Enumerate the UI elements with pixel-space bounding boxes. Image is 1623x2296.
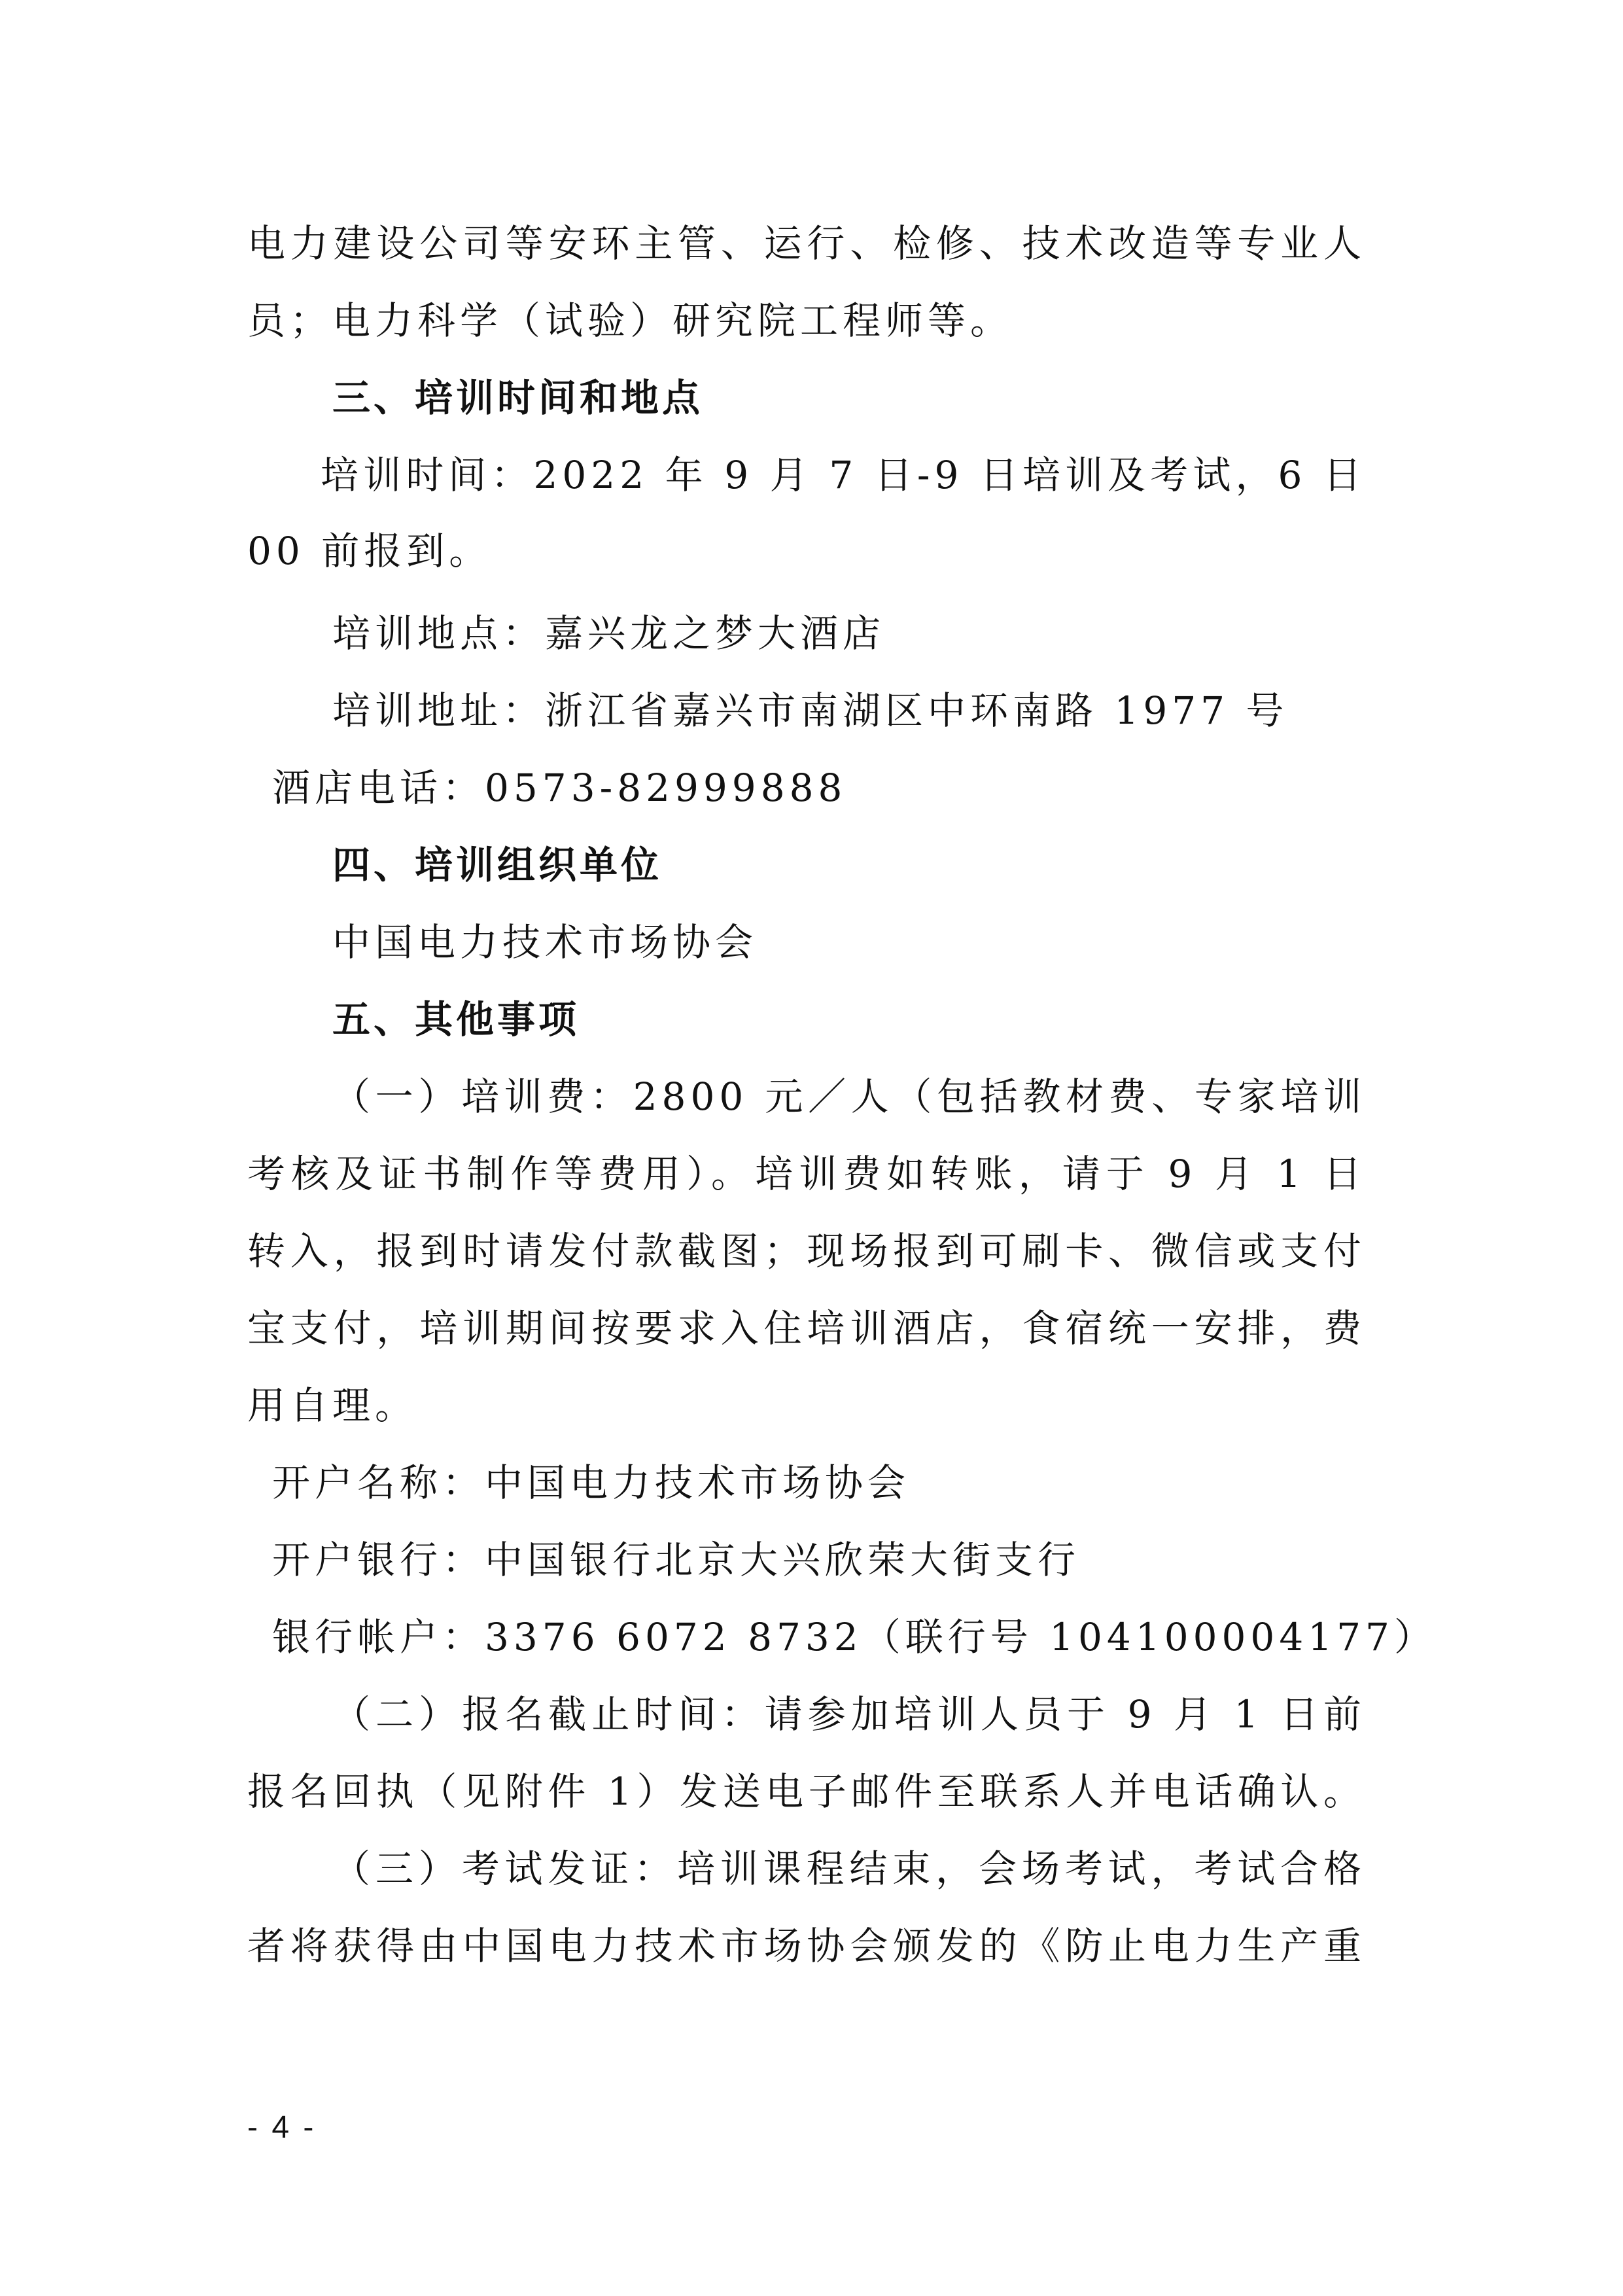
body-text-line: 酒店电话：0573-82999888	[272, 766, 847, 810]
page-number: - 4 -	[247, 2110, 317, 2145]
body-text-line: 用自理。	[247, 1383, 418, 1428]
body-text-line: （三）考试发证：培训课程结束，会场考试，考试合格	[332, 1846, 1366, 1891]
body-text-line: 培训时间：2022 年 9 月 7 日-9 日培训及考试，6 日	[321, 453, 1366, 497]
body-text-line: （一）培训费：2800 元／人（包括教材费、专家培训	[332, 1074, 1366, 1119]
section-heading-4: 四、培训组织单位	[332, 843, 663, 887]
body-text-line: 开户银行：中国银行北京大兴欣荣大街支行	[272, 1538, 1081, 1582]
body-text-line: 考核及证书制作等费用）。培训费如转账，请于 9 月 1 日	[247, 1152, 1366, 1196]
section-heading-5: 五、其他事项	[332, 997, 580, 1042]
body-text-line: 宝支付，培训期间按要求入住培训酒店，食宿统一安排，费	[247, 1306, 1366, 1351]
body-text-line: 培训地点：嘉兴龙之梦大酒店	[332, 611, 886, 656]
body-text-line: 转入，报到时请发付款截图；现场报到可刷卡、微信或支付	[247, 1229, 1366, 1273]
body-text-line: 银行帐户：3376 6072 8732（联行号 104100004177）	[272, 1615, 1437, 1659]
section-heading-3: 三、培训时间和地点	[332, 376, 704, 420]
body-text-line: 电力建设公司等安环主管、运行、检修、技术改造等专业人	[247, 221, 1366, 266]
body-text-line: 者将获得由中国电力技术市场协会颁发的《防止电力生产重	[247, 1924, 1366, 1968]
body-text-line: （二）报名截止时间：请参加培训人员于 9 月 1 日前	[332, 1692, 1366, 1737]
body-text-line: 员；电力科学（试验）研究院工程师等。	[247, 298, 1013, 343]
body-text-line: 培训地址：浙江省嘉兴市南湖区中环南路 1977 号	[332, 688, 1289, 733]
body-text-line: 开户名称：中国电力技术市场协会	[272, 1460, 911, 1505]
body-text-line: 中国电力技术市场协会	[332, 920, 758, 964]
body-text-line: 报名回执（见附件 1）发送电子邮件至联系人并电话确认。	[247, 1769, 1366, 1814]
body-text-line: 00 前报到。	[247, 529, 492, 573]
